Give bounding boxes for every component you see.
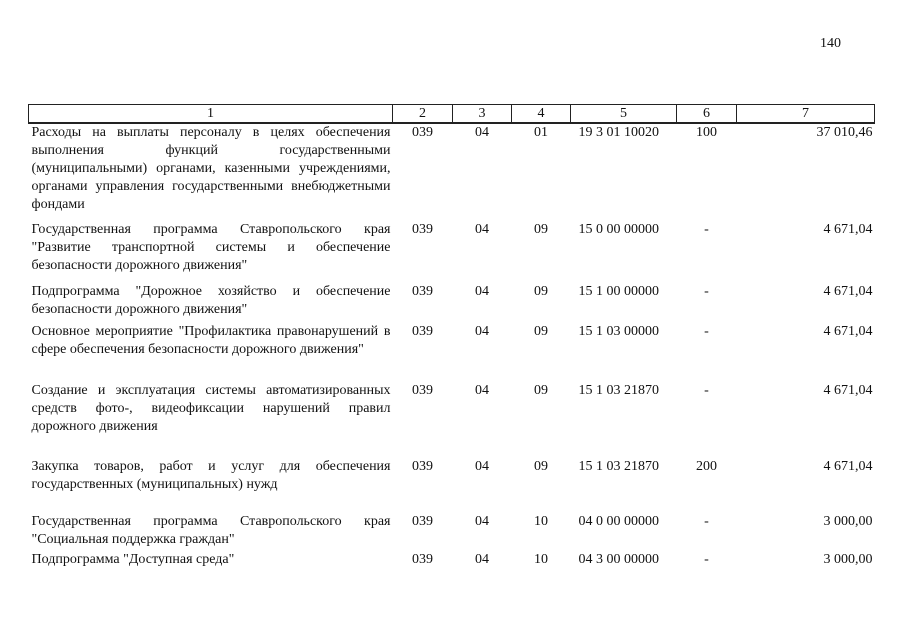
row-csr: 04 3 00 00000 xyxy=(578,552,659,567)
header-row xyxy=(29,105,875,124)
header-cell-1: 1 xyxy=(29,105,393,124)
row-vr: - xyxy=(704,284,709,299)
row-sum: 3 000,00 xyxy=(823,552,873,567)
row-pr: 01 xyxy=(534,125,548,140)
page-number: 140 xyxy=(820,36,841,51)
row-rz: 04 xyxy=(475,552,489,567)
header-cell-3: 3 xyxy=(453,105,512,124)
table-row xyxy=(29,221,875,283)
row-csr: 15 0 00 00000 xyxy=(578,222,659,237)
row-csr: 15 1 03 21870 xyxy=(578,383,659,398)
row-gr: 039 xyxy=(412,284,433,299)
row-csr: 15 1 03 00000 xyxy=(578,324,659,339)
row-sum: 37 010,46 xyxy=(816,125,873,140)
row-pr: 10 xyxy=(534,514,548,529)
row-name: Основное мероприятие "Профилактика правонарушений в сфере обеспечения безопасности дорожного движения" xyxy=(31,324,391,357)
row-name: Государственная программа Ставропольского края "Развитие транспортной системы и обеспечение безопасности дорожного движения" xyxy=(31,222,391,273)
row-pr: 10 xyxy=(534,552,548,567)
header-cell-5: 5 xyxy=(571,105,677,124)
header-cell-7: 7 xyxy=(737,105,875,124)
header-cell-4: 4 xyxy=(512,105,571,124)
row-sum: 4 671,04 xyxy=(823,459,873,474)
row-csr: 04 0 00 00000 xyxy=(578,514,659,529)
row-rz: 04 xyxy=(475,222,489,237)
row-sum: 4 671,04 xyxy=(823,222,873,237)
header-cell-2: 2 xyxy=(393,105,453,124)
row-vr: - xyxy=(704,383,709,398)
row-sum: 4 671,04 xyxy=(823,383,873,398)
row-pr: 09 xyxy=(534,222,548,237)
row-vr: - xyxy=(704,514,709,529)
row-name: Государственная программа Ставропольского края "Социальная поддержка граждан" xyxy=(31,514,391,547)
row-gr: 039 xyxy=(412,383,433,398)
table-row xyxy=(29,382,875,458)
row-gr: 039 xyxy=(412,459,433,474)
row-gr: 039 xyxy=(412,125,433,140)
header-cell-6: 6 xyxy=(677,105,737,124)
row-name: Подпрограмма "Дорожное хозяйство и обеспечение безопасности дорожного движения" xyxy=(31,284,391,317)
table-row xyxy=(29,123,875,221)
row-csr: 19 3 01 10020 xyxy=(578,125,659,140)
row-gr: 039 xyxy=(412,552,433,567)
table-row xyxy=(29,513,875,551)
row-pr: 09 xyxy=(534,284,548,299)
row-gr: 039 xyxy=(412,324,433,339)
row-rz: 04 xyxy=(475,125,489,140)
table-row xyxy=(29,458,875,513)
row-sum: 4 671,04 xyxy=(823,284,873,299)
row-sum: 3 000,00 xyxy=(823,514,873,529)
table-row xyxy=(29,323,875,382)
row-vr: - xyxy=(704,222,709,237)
row-rz: 04 xyxy=(475,383,489,398)
row-name: Закупка товаров, работ и услуг для обеспечения государственных (муниципальных) нужд xyxy=(31,459,391,492)
row-vr: - xyxy=(704,552,709,567)
row-sum: 4 671,04 xyxy=(823,324,873,339)
row-vr: - xyxy=(704,324,709,339)
row-gr: 039 xyxy=(412,222,433,237)
row-csr: 15 1 00 00000 xyxy=(578,284,659,299)
row-rz: 04 xyxy=(475,514,489,529)
row-vr: 100 xyxy=(696,125,717,140)
row-csr: 15 1 03 21870 xyxy=(578,459,659,474)
row-gr: 039 xyxy=(412,514,433,529)
row-rz: 04 xyxy=(475,459,489,474)
row-vr: 200 xyxy=(696,459,717,474)
table-row xyxy=(29,283,875,323)
row-pr: 09 xyxy=(534,459,548,474)
row-rz: 04 xyxy=(475,324,489,339)
row-name: Подпрограмма "Доступная среда" xyxy=(31,552,235,567)
row-name: Расходы на выплаты персоналу в целях обеспечения выполнения функций государственными (муниципальными) органами, казенными учреждениями, органами управления государственными внебюджетными фондами xyxy=(31,125,391,212)
row-rz: 04 xyxy=(475,284,489,299)
table-row xyxy=(29,551,875,573)
row-pr: 09 xyxy=(534,383,548,398)
budget-table xyxy=(28,104,875,573)
row-name: Создание и эксплуатация системы автоматизированных средств фото-, видеофиксации нарушений правил дорожного движения xyxy=(31,383,391,434)
row-pr: 09 xyxy=(534,324,548,339)
